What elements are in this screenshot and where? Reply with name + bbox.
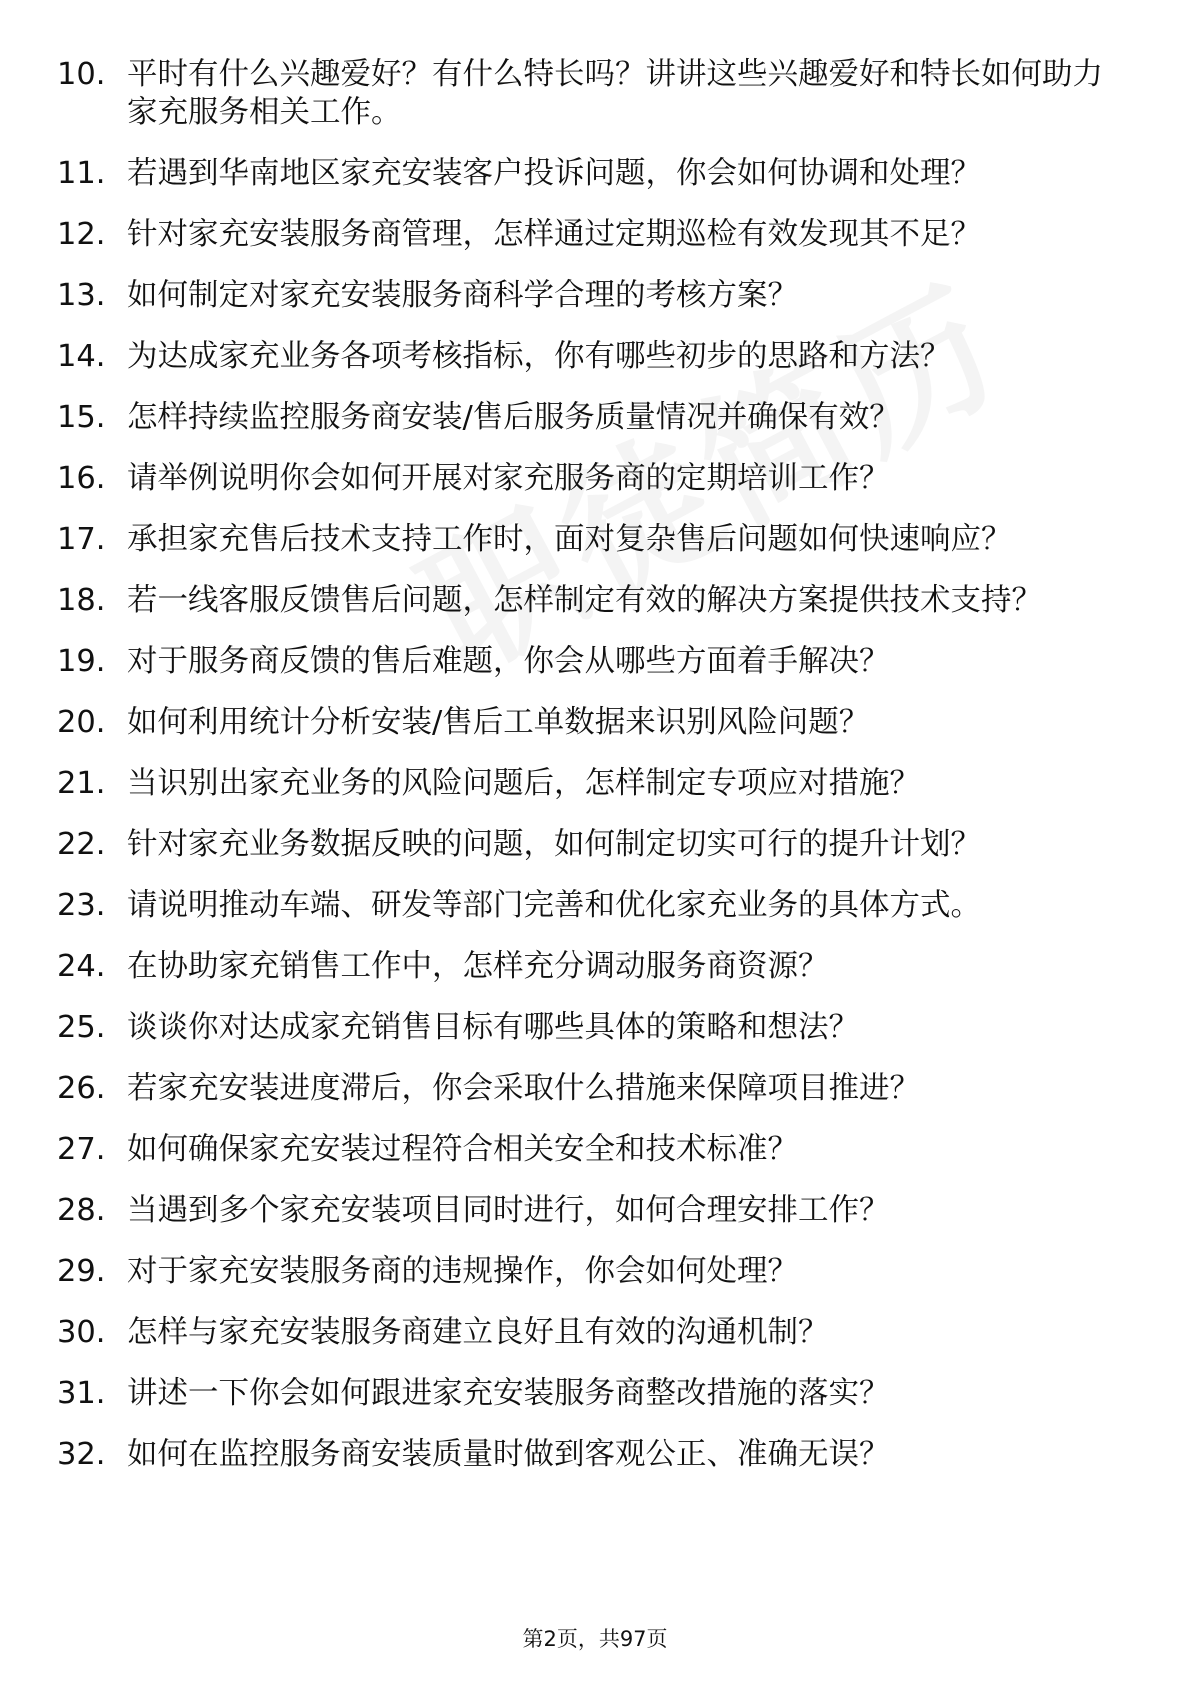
question-item: [0, 1070, 1190, 1108]
question-text: 承担家充售后技术支持工作时，面对复杂售后问题如何快速响应？: [127, 522, 1012, 557]
question-item: [0, 643, 1190, 681]
question-number: 19.: [57, 644, 106, 679]
question-text: 请说明推动车端、研发等部门完善和优化家充业务的具体方式。: [127, 888, 981, 923]
page-number-label: 第2页，共97页: [522, 1627, 668, 1651]
question-item: [0, 460, 1190, 498]
question-number: 21.: [57, 766, 106, 801]
question-text: 为达成家充业务各项考核指标，你有哪些初步的思路和方法？: [127, 339, 951, 374]
question-item: [0, 582, 1190, 620]
question-item: [0, 521, 1190, 559]
question-item: [0, 1131, 1190, 1169]
question-number: 25.: [57, 1010, 106, 1045]
question-text: 请举例说明你会如何开展对家充服务商的定期培训工作？: [127, 461, 890, 496]
question-text: 若遇到华南地区家充安装客户投诉问题，你会如何协调和处理？: [127, 156, 981, 191]
question-number: 15.: [57, 400, 106, 435]
question-text: 对于服务商反馈的售后难题，你会从哪些方面着手解决？: [127, 644, 890, 679]
question-number: 28.: [57, 1193, 106, 1228]
question-item: [0, 1314, 1190, 1352]
question-text: 针对家充安装服务商管理，怎样通过定期巡检有效发现其不足？: [127, 217, 981, 252]
question-number: 26.: [57, 1071, 106, 1106]
question-item: [0, 948, 1190, 986]
question-text: 在协助家充销售工作中，怎样充分调动服务商资源？: [127, 949, 829, 984]
question-item: [0, 1009, 1190, 1047]
question-text: 讲述一下你会如何跟进家充安装服务商整改措施的落实？: [127, 1376, 890, 1411]
question-number: 12.: [57, 217, 106, 252]
question-text: 当遇到多个家充安装项目同时进行，如何合理安排工作？: [127, 1193, 890, 1228]
question-number: 18.: [57, 583, 106, 618]
question-text: 当识别出家充业务的风险问题后，怎样制定专项应对措施？: [127, 766, 920, 801]
question-text: 针对家充业务数据反映的问题，如何制定切实可行的提升计划？: [127, 827, 981, 862]
question-text: 若家充安装进度滞后，你会采取什么措施来保障项目推进？: [127, 1071, 920, 1106]
question-item: [0, 399, 1190, 437]
question-number: 17.: [57, 522, 106, 557]
question-number: 10.: [57, 57, 106, 92]
question-text: 若一线客服反馈售后问题，怎样制定有效的解决方案提供技术支持？: [127, 583, 1042, 618]
question-item: [0, 155, 1190, 193]
question-item: [0, 1192, 1190, 1230]
question-item: [0, 704, 1190, 742]
question-item: [0, 765, 1190, 803]
question-number: 24.: [57, 949, 106, 984]
question-item: [0, 1253, 1190, 1291]
question-text: 怎样与家充安装服务商建立良好且有效的沟通机制？: [127, 1315, 829, 1350]
question-item: [0, 1436, 1190, 1474]
question-item: [0, 277, 1190, 315]
question-number: 23.: [57, 888, 106, 923]
question-number: 14.: [57, 339, 106, 374]
question-number: 30.: [57, 1315, 106, 1350]
question-text: 如何在监控服务商安装质量时做到客观公正、准确无误？: [127, 1437, 890, 1472]
question-item: [0, 338, 1190, 376]
question-number: 20.: [57, 705, 106, 740]
page-footer: [0, 1623, 1190, 1653]
question-item: [0, 216, 1190, 254]
question-number: 31.: [57, 1376, 106, 1411]
question-text: 怎样持续监控服务商安装/售后服务质量情况并确保有效？: [127, 400, 900, 435]
question-number: 13.: [57, 278, 106, 313]
question-item: [0, 826, 1190, 864]
question-number: 11.: [57, 156, 106, 191]
question-text: 谈谈你对达成家充销售目标有哪些具体的策略和想法？: [127, 1010, 859, 1045]
question-text: 如何制定对家充安装服务商科学合理的考核方案？: [127, 278, 798, 313]
question-text: 对于家充安装服务商的违规操作，你会如何处理？: [127, 1254, 798, 1289]
question-item: [0, 1375, 1190, 1413]
question-number: 29.: [57, 1254, 106, 1289]
question-number: 32.: [57, 1437, 106, 1472]
question-item: [0, 56, 1190, 132]
question-number: 22.: [57, 827, 106, 862]
question-number: 27.: [57, 1132, 106, 1167]
question-number: 16.: [57, 461, 106, 496]
question-list: [0, 56, 1190, 1497]
question-text: 平时有什么兴趣爱好？有什么特长吗？讲讲这些兴趣爱好和特长如何助力家充服务相关工作。: [127, 57, 1103, 130]
question-text: 如何确保家充安装过程符合相关安全和技术标准？: [127, 1132, 798, 1167]
question-item: [0, 887, 1190, 925]
question-text: 如何利用统计分析安装/售后工单数据来识别风险问题？: [127, 705, 870, 740]
